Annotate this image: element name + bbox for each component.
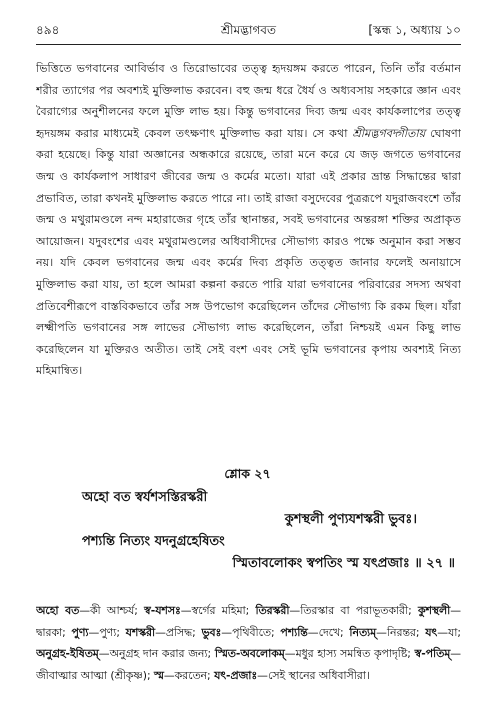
synonym-term: অহো বত xyxy=(36,604,80,617)
book-title: শ্রীমদ্ভাগবত xyxy=(220,23,276,37)
synonym-meaning: অনুগ্রহ দান করার জন্য; xyxy=(109,647,215,661)
synonym-dash: — xyxy=(289,604,301,617)
synonym-term: ভুবঃ xyxy=(201,625,222,639)
synonym-meaning: কী আশ্চর্য; xyxy=(89,604,145,617)
synonym-meaning: নিরন্তর; xyxy=(386,625,426,639)
synonym-term: যৎ xyxy=(425,625,438,639)
synonym-dash: — xyxy=(307,625,319,639)
synonym-meaning: দ্বারকা; xyxy=(36,625,72,639)
synonym-term: পুণ্য xyxy=(71,625,89,639)
page-header xyxy=(36,22,461,42)
synonym-dash: — xyxy=(437,625,448,639)
chapter-reference: [স্কন্ধ ১, অধ্যায় ১০ xyxy=(368,23,461,37)
synonym-dash: — xyxy=(284,647,296,661)
synonym-meaning: পৃথিবীতে; xyxy=(232,625,281,639)
synonym-term: কুশস্থলী xyxy=(417,604,451,617)
gita-reference: শ্রীমদ্ভগবদ্গীতায় xyxy=(352,126,426,140)
verse-line-1: অহো বত স্বর্যশসস্তিরস্করী xyxy=(82,490,208,505)
synonym-meaning: তিরস্কার বা পরাভূতকারী; xyxy=(300,604,418,617)
synonym-dash: — xyxy=(257,668,268,682)
synonym-term: স্ব-পতিম্ xyxy=(414,647,451,661)
header-rule xyxy=(36,44,461,45)
synonym-term: স্মিত-অবলোকম্ xyxy=(214,647,285,661)
synonym-meaning: মধুর হাস্য সমন্বিত কৃপাদৃষ্টি; xyxy=(295,647,415,661)
synonym-term: পশ্যন্তি xyxy=(280,625,308,639)
synonym-meaning: স্বর্গের মহিমা; xyxy=(191,604,256,617)
synonym-term: যৎ-প্রজাঃ xyxy=(214,668,258,682)
verse-line-4: স্মিতাবলোকং স্বপতিং স্ম যৎপ্রজাঃ ॥ ২৭ ॥ xyxy=(232,556,455,571)
synonym-dash: — xyxy=(79,604,90,617)
purport-text xyxy=(36,58,461,448)
purport-text-start: ভিত্তিতে ভগবানের আবির্ভাব ও তিরোভাবের তত্ত্ব হৃদয়ঙ্গম করতে পারেন, তিনি তাঁর বর্তমান শরীর ত্যাগের পর অবশ্যই মুক্তিলাভ করবেন। বহু জন্ম ধরে ধৈর্য ও অধ্যবসায় সহকারে জ্ঞান এবং বৈরাগ্যের অনুশীলনের ফলে মুক্তি লাভ হয়। কিন্তু ভগবানের দিব্য জন্ম এবং কার্যকলাপের তত্ত্ব হৃদয়ঙ্গম করার মাধ্যমেই কেবল তৎক্ষণাৎ মুক্তিলাভ করা যায়। সে কথা xyxy=(36,62,461,140)
synonym-meaning: জীবাত্মার আত্মা (শ্রীকৃষ্ণ); xyxy=(36,668,155,682)
synonym-meaning: দেখে; xyxy=(318,625,350,639)
sanskrit-verse xyxy=(82,487,455,579)
synonym-term: তিরস্করী xyxy=(255,604,290,617)
synonym-meaning: পুণ্য; xyxy=(99,625,126,639)
synonym-term: যশস্করী xyxy=(125,625,156,639)
verse-line-2: কুশস্থলী পুণ্যযশস্করী ভুবঃ। xyxy=(284,512,417,527)
synonym-meaning: করতেন; xyxy=(174,668,215,682)
purport-paragraph xyxy=(36,58,461,382)
synonym-dash: — xyxy=(98,647,110,661)
purport-text-end: ঘোষণা করা হয়েছে। কিন্তু যারা অজ্ঞানের অন্ধকারে রয়েছে, তারা মনে করে যে জড় জগতে ভগবানের জন্ম ও কার্যকলাপ সাধারণ জীবের জন্ম ও কর্মের মতো। যারা এই প্রকার ভ্রান্ত সিদ্ধান্তের দ্বারা প্রভাবিত, তারা কখনই মুক্তিলাভ করতে পারে না। তাই রাজা বসুদেবের পুত্ররূপে যদুরাজবংশে তাঁর জন্ম ও মথুরামণ্ডলে নন্দ মহারাজের গৃহে তাঁর স্থানান্তর, সবই ভগবানের অন্তরঙ্গা শক্তির অপ্রাকৃত আয়োজন। যদুবংশের এবং মথুরামণ্ডলের অধিবাসীদের সৌভাগ্য কারও পক্ষে অনুমান করা সম্ভব নয়। যদি কেবল ভগবানের জন্ম এবং কর্মের দিব্য প্রকৃতি তত্ত্বত জানার ফলেই অনায়াসে মুক্তিলাভ করা যায়, তা হলে আমরা কল্পনা করতে পারি যারা ভগবানের পরিবারের সদস্য অথবা প্রতিবেশীরূপে বাস্তবিকভাবে তাঁর সঙ্গ উপভোগ করেছিলেন তাঁদের সৌভাগ্য কি রকম ছিল। যাঁরা লক্ষ্মীপতি ভগবানের সঙ্গ লাভের সৌভাগ্য লাভ করেছিলেন, তাঁরা নিশ্চয়ই এমন কিছু লাভ করেছিলেন যা মুক্তিরও অতীত। তাই সেই বংশ এবং সেই ভূমি ভগবানের কৃপায় অবশ্যই নিত্য মহিমান্বিত। xyxy=(36,126,461,378)
synonym-dash: — xyxy=(163,668,175,682)
word-meanings xyxy=(36,600,461,704)
page-number: ৪৯৪ xyxy=(36,23,60,37)
synonym-dash: — xyxy=(450,647,461,661)
synonym-dash: — xyxy=(376,625,387,639)
synonym-meaning: প্রসিদ্ধ; xyxy=(165,625,202,639)
synonym-meaning: সেই স্থানের অধিবাসীরা। xyxy=(267,668,370,682)
synonym-term: স্ব-যশসঃ xyxy=(144,604,181,617)
synonym-meaning: যা; xyxy=(447,625,461,639)
synonym-dash: — xyxy=(221,625,233,639)
synonym-term: অনুগ্রহ-ইষিতম্ xyxy=(36,647,99,661)
synonym-dash: — xyxy=(88,625,100,639)
synonym-term: স্ম xyxy=(154,668,164,682)
synonym-term: নিত্যম্ xyxy=(349,625,377,639)
synonym-dash: — xyxy=(180,604,192,617)
verse-heading: শ্লোক ২৭ xyxy=(224,466,271,481)
verse-line-3: পশ্যন্তি নিত্যং যদনুগ্রহেষিতং xyxy=(82,534,225,549)
synonym-dash: — xyxy=(450,604,461,617)
synonym-dash: — xyxy=(155,625,166,639)
